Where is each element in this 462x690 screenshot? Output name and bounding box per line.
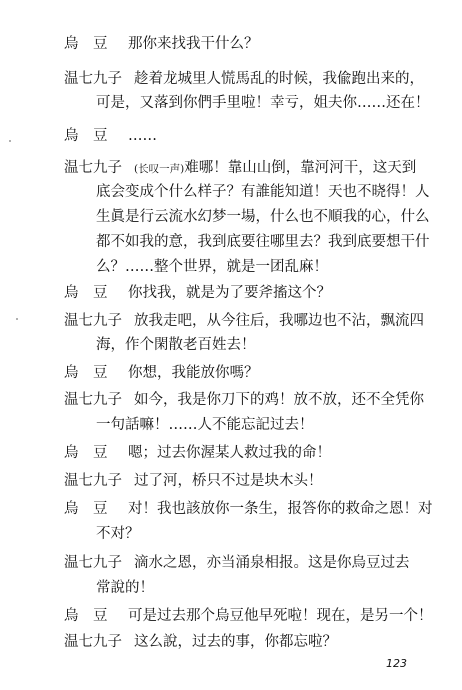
dialogue-line: [0, 604, 462, 628]
line-text: 过了河，桥只不过是块木头！: [134, 473, 323, 489]
line-text: 趁着龙城里人慌馬乱的时候，我偸跑出来的，: [134, 71, 424, 87]
stage-direction: (长叹一声): [134, 163, 185, 175]
line-text: 一句話嘛！……人不能忘記过去！: [96, 417, 314, 433]
dialogue-line: [0, 630, 462, 654]
speaker-name: 温七九子: [64, 313, 122, 329]
line-text: 滴水之恩，亦当涌泉相报。这是你烏豆过去: [134, 555, 410, 571]
dialogue-line-continued: [0, 522, 462, 546]
speaker-name: 烏 豆: [64, 285, 108, 301]
line-text: 不对？: [96, 526, 140, 542]
line-text: 常說的！: [96, 580, 154, 596]
line-text: 如今，我是你刀下的鸡！放不放，还不全凭你: [134, 392, 424, 408]
line-text: 可是，又落到你們手里啦！幸亏，姐夫你……还在！: [96, 95, 430, 111]
line-text: 海，作个閑散老百姓去！: [96, 337, 256, 353]
dialogue-line: [0, 361, 462, 385]
line-text: 放我走吧，从今往后，我哪边也不沾，飘流四: [134, 313, 424, 329]
line-text: 生眞是行云流水幻梦一場，什么也不順我的心，什么: [96, 209, 430, 225]
dialogue-line-continued: [0, 91, 462, 115]
dialogue-line: [0, 156, 462, 180]
dialogue-line: [0, 124, 462, 148]
dialogue-line-continued: [0, 576, 462, 600]
dialogue-line-continued: [0, 180, 462, 204]
speaker-name: 温七九子: [64, 555, 122, 571]
line-text: 可是过去那个烏豆他早死啦！现在，是另一个！: [128, 608, 433, 624]
line-text: 嗯；过去你渥某人救过我的命！: [128, 445, 331, 461]
speaker-name: 烏 豆: [64, 36, 108, 52]
speaker-name: 烏 豆: [64, 128, 108, 144]
dialogue-line: [0, 441, 462, 465]
line-text: 对！我也該放你一条生，报答你的救命之恩！对: [128, 501, 433, 517]
line-text: 你想，我能放你嗎？: [128, 365, 259, 381]
speaker-name: 温七九子: [64, 634, 122, 650]
line-text: 那你来找我干什么？: [128, 36, 259, 52]
dialogue-line-continued: [0, 333, 462, 357]
line-text: ……: [128, 128, 157, 144]
line-text: 你找我，就是为了要斧搐这个？: [128, 285, 331, 301]
line-text: 这么說，过去的事，你都忘啦？: [134, 634, 337, 650]
dialogue-line-continued: [0, 230, 462, 254]
page-number: 123: [386, 657, 407, 670]
line-text: 难哪！靠山山倒，靠河河干，这天到: [184, 160, 417, 176]
dialogue-line: [0, 388, 462, 412]
speaker-name: 温七九子: [64, 473, 122, 489]
line-text: 么？……整个世界，就是一团乱麻！: [96, 259, 328, 275]
line-text: 底会变成个什么样子？有誰能知道！天也不晓得！人: [96, 184, 430, 200]
speaker-name: 烏 豆: [64, 501, 108, 517]
dialogue-line: [0, 32, 462, 56]
dialogue-line: [0, 309, 462, 333]
dialogue-line: [0, 469, 462, 493]
speaker-name: 烏 豆: [64, 445, 108, 461]
speaker-name: 烏 豆: [64, 365, 108, 381]
dialogue-line: [0, 67, 462, 91]
scan-speck: [9, 140, 11, 142]
dialogue-line: [0, 551, 462, 575]
speaker-name: 温七九子: [64, 392, 122, 408]
dialogue-line-continued: [0, 413, 462, 437]
dialogue-line-continued: [0, 205, 462, 229]
line-text: 都不如我的意，我到底要往哪里去？我到底要想干什: [96, 234, 430, 250]
dialogue-line: [0, 281, 462, 305]
dialogue-line: [0, 497, 462, 521]
speaker-name: 温七九子: [64, 160, 122, 176]
speaker-name: 温七九子: [64, 71, 122, 87]
scan-speck: [16, 318, 18, 320]
speaker-name: 烏 豆: [64, 608, 108, 624]
dialogue-line-continued: [0, 255, 462, 279]
